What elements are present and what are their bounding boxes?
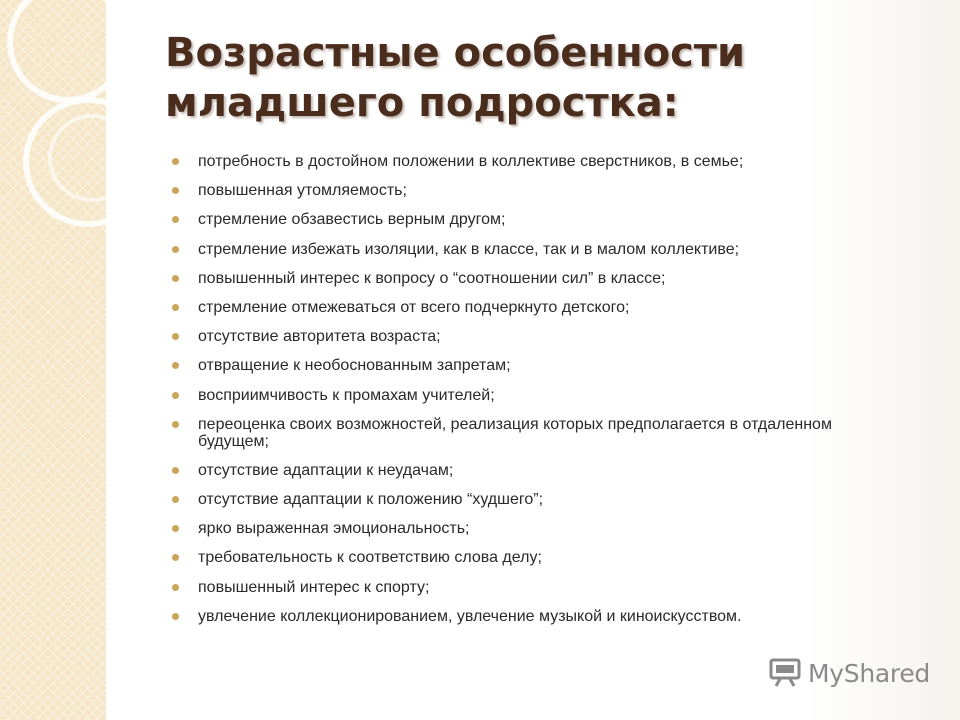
bullet-item (172, 520, 884, 537)
bullet-dot-icon (172, 421, 179, 428)
bullet-item (172, 270, 884, 287)
bullet-dot-icon (172, 467, 179, 474)
bullet-text: отсутствие адаптации к положению “худшего”; (198, 491, 544, 509)
bullet-item (172, 549, 884, 566)
bullet-dot-icon (172, 392, 179, 399)
bullet-text: отсутствие адаптации к неудачам; (198, 461, 454, 479)
bullet-dot-icon (172, 362, 179, 369)
bullet-dot-icon (172, 187, 179, 194)
slide-title (165, 28, 905, 128)
bullet-item (172, 182, 884, 199)
bullet-item (172, 491, 884, 508)
bullet-item (172, 153, 884, 170)
bullet-item (172, 462, 884, 479)
bullet-text: стремление отмежеваться от всего подчеркнуто детского; (198, 298, 630, 316)
bullet-item (172, 328, 884, 345)
bullet-dot-icon (172, 246, 179, 253)
bullet-text: стремление обзавестись верным другом; (198, 211, 506, 229)
bullet-text: переоценка своих возможностей, реализация которых предполагается в отдаленном будущем; (198, 415, 832, 450)
bullet-text: требовательность к соответствию слова делу; (198, 549, 542, 567)
bullet-dot-icon (172, 496, 179, 503)
bullet-item (172, 211, 884, 228)
bullet-dot-icon (172, 304, 179, 311)
bullet-text: стремление избежать изоляции, как в классе, так и в малом коллективе; (198, 240, 740, 258)
bullet-item (172, 357, 884, 374)
bullet-text: увлечение коллекционированием, увлечение музыкой и киноискусством. (198, 607, 742, 625)
decorative-side-strip (0, 0, 107, 720)
bullet-item (172, 387, 884, 404)
myshared-watermark (768, 656, 930, 690)
bullet-text: ярко выраженная эмоциональность; (198, 520, 470, 538)
bullet-item (172, 608, 884, 625)
bullet-dot-icon (172, 554, 179, 561)
bullet-dot-icon (172, 158, 179, 165)
bullet-dot-icon (172, 613, 179, 620)
bullet-list (172, 153, 884, 637)
bullet-item (172, 241, 884, 258)
watermark-text: MyShared (808, 658, 930, 688)
slide-title-line-2: младшего подростка: (165, 80, 679, 126)
bullet-text: повышенный интерес к вопросу о “соотношении сил” в классе; (198, 269, 666, 287)
bullet-text: отвращение к необоснованным запретам; (198, 357, 511, 375)
bullet-text: отсутствие авторитета возраста; (198, 328, 441, 346)
slide-title-line-1: Возрастные особенности (165, 30, 745, 76)
presentation-screen-icon (768, 658, 802, 688)
bullet-item (172, 579, 884, 596)
bullet-dot-icon (172, 525, 179, 532)
bullet-item (172, 416, 884, 450)
bullet-text: потребность в достойном положении в коллективе сверстников, в семье; (198, 153, 744, 170)
bullet-item (172, 299, 884, 316)
bullet-dot-icon (172, 333, 179, 340)
bullet-text: повышенный интерес к спорту; (198, 578, 430, 596)
bullet-text: повышенная утомляемость; (198, 182, 407, 200)
bullet-dot-icon (172, 216, 179, 223)
bullet-dot-icon (172, 584, 179, 591)
bullet-dot-icon (172, 275, 179, 282)
bullet-text: восприимчивость к промахам учителей; (198, 386, 495, 404)
